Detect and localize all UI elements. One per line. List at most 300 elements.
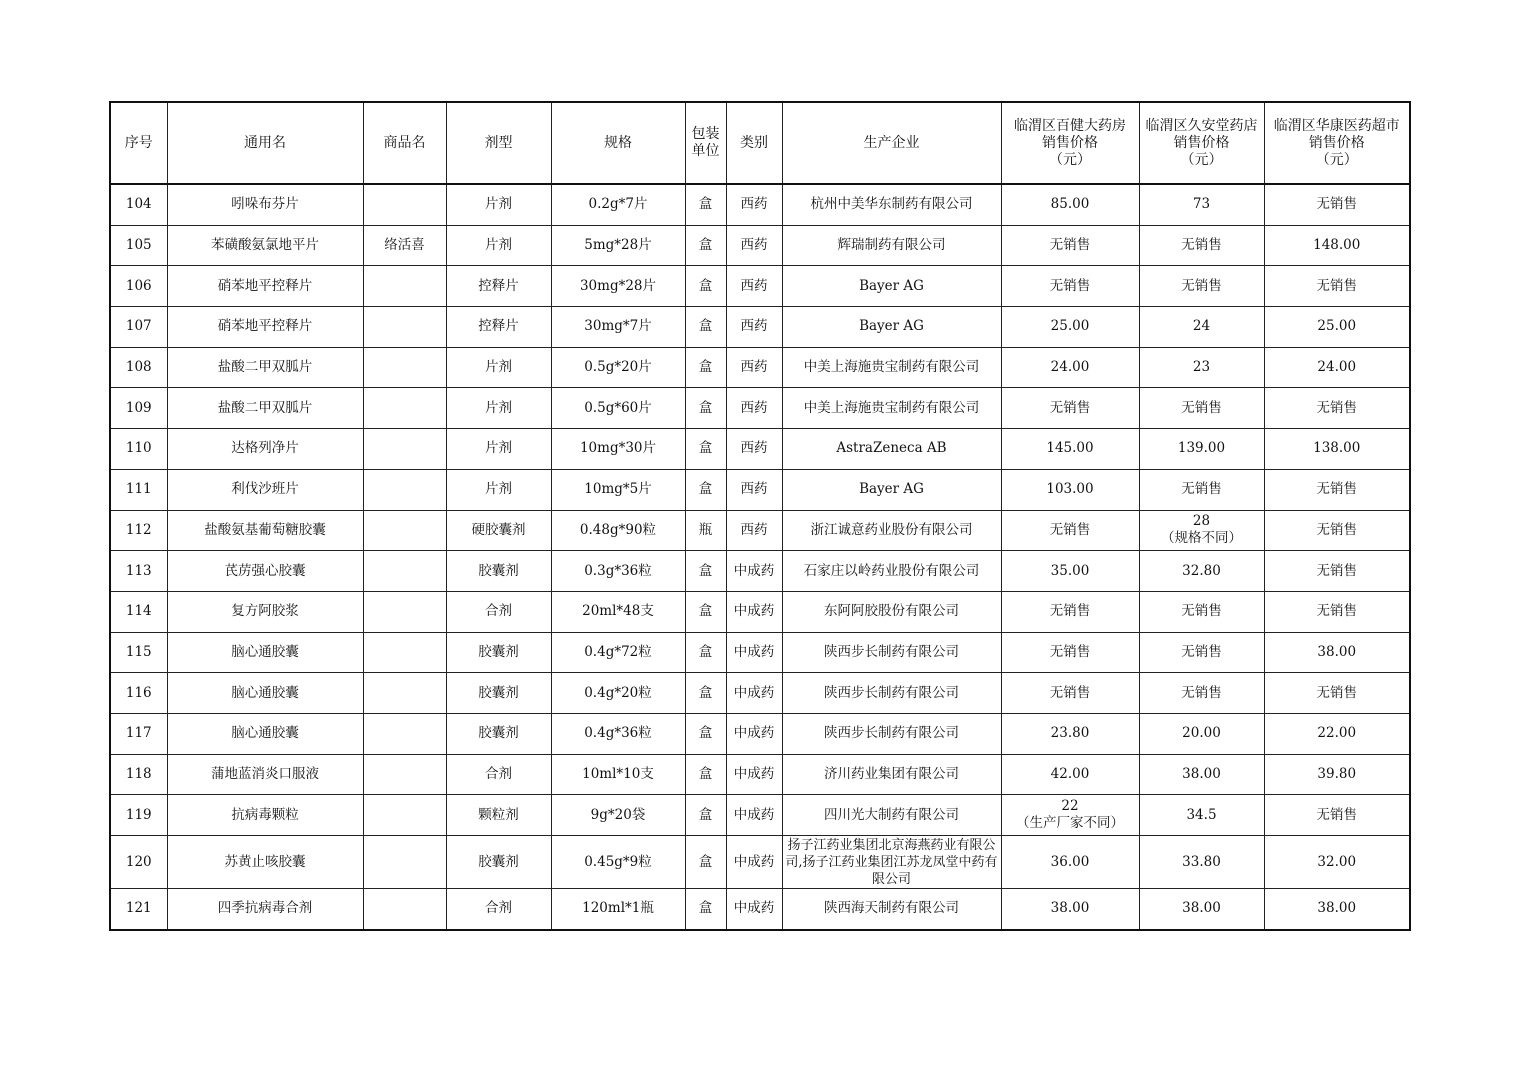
cell-manufacturer: [782, 347, 1001, 388]
cell-spec-text: 0.3g*36粒: [584, 562, 652, 579]
cell-seq: [110, 889, 167, 930]
cell-manufacturer: [782, 591, 1001, 632]
cell-dosage-form: [446, 510, 551, 551]
cell-category-text: 西药: [740, 481, 768, 498]
cell-seq-text: 112: [125, 521, 152, 538]
cell-seq-text: 121: [125, 900, 152, 917]
cell-manufacturer-text: 东阿阿胶股份有限公司: [824, 603, 959, 620]
cell-package-unit-text: 盒: [698, 481, 713, 498]
cell-package-unit-text: 盒: [698, 318, 713, 335]
cell-price-jiuantang-text: 28: [1192, 513, 1211, 530]
cell-manufacturer-text: 中美上海施贵宝制药有限公司: [803, 359, 980, 376]
cell-seq: [110, 754, 167, 795]
cell-price-huakang: [1264, 551, 1410, 592]
cell-spec: [551, 184, 685, 225]
cell-generic-name: [167, 713, 363, 754]
cell-price-baijian: [1001, 754, 1139, 795]
cell-price-jiuantang-text: 无销售: [1181, 237, 1222, 254]
cell-price-jiuantang: [1139, 347, 1264, 388]
cell-dosage-form: [446, 225, 551, 266]
cell-package-unit: [685, 632, 726, 673]
header-line: 销售价格: [1042, 134, 1098, 151]
table-row: [110, 429, 1410, 470]
table-row: [110, 673, 1410, 714]
cell-package-unit: [685, 347, 726, 388]
cell-category: [726, 225, 782, 266]
cell-seq-text: 104: [125, 196, 152, 213]
cell-package-unit-text: 盒: [698, 359, 713, 376]
cell-manufacturer-text: Bayer AG: [859, 318, 924, 335]
cell-seq-text: 109: [125, 399, 152, 416]
cell-spec-text: 0.2g*7片: [588, 196, 648, 213]
cell-manufacturer-text: 杭州中美华东制药有限公司: [810, 196, 973, 213]
cell-price-huakang-text: 无销售: [1316, 806, 1357, 823]
price-note: （生产厂家不同）: [1016, 815, 1124, 832]
cell-generic-name-text: 盐酸二甲双胍片: [217, 359, 313, 376]
cell-dosage-form: [446, 347, 551, 388]
cell-brand-name: [363, 388, 446, 429]
cell-price-baijian: [1001, 673, 1139, 714]
header-dosage-form: 剂型: [446, 102, 551, 184]
cell-category-text: 中成药: [733, 806, 775, 823]
cell-dosage-form: [446, 469, 551, 510]
cell-price-huakang-text: 24.00: [1317, 359, 1357, 376]
cell-spec-text: 5mg*28片: [584, 237, 652, 254]
cell-price-jiuantang-text: 无销售: [1181, 603, 1222, 620]
cell-price-baijian: [1001, 307, 1139, 348]
cell-manufacturer: [782, 184, 1001, 225]
cell-category-text: 中成药: [733, 853, 775, 870]
cell-price-huakang-text: 38.00: [1317, 643, 1357, 660]
cell-dosage-form-text: 控释片: [478, 318, 519, 335]
cell-price-baijian: [1001, 388, 1139, 429]
cell-price-jiuantang-text: 73: [1192, 196, 1211, 213]
table-row: [110, 307, 1410, 348]
cell-spec-text: 0.4g*36粒: [584, 725, 652, 742]
cell-package-unit: [685, 551, 726, 592]
cell-seq: [110, 632, 167, 673]
header-generic-name: 通用名: [167, 102, 363, 184]
cell-price-jiuantang: [1139, 551, 1264, 592]
header-line: （元）: [1180, 151, 1223, 168]
cell-package-unit-text: 盒: [698, 684, 713, 701]
header-brand-name: 商品名: [363, 102, 446, 184]
header-line: （元）: [1315, 151, 1358, 168]
cell-price-huakang-text: 无销售: [1316, 399, 1357, 416]
cell-price-huakang-text: 无销售: [1316, 277, 1357, 294]
cell-category: [726, 713, 782, 754]
cell-seq: [110, 673, 167, 714]
cell-price-baijian: [1001, 266, 1139, 307]
cell-brand-name: [363, 836, 446, 889]
cell-manufacturer: [782, 673, 1001, 714]
cell-price-huakang: [1264, 713, 1410, 754]
cell-price-huakang: [1264, 673, 1410, 714]
cell-seq: [110, 388, 167, 429]
cell-price-huakang: [1264, 469, 1410, 510]
cell-price-huakang-text: 无销售: [1316, 481, 1357, 498]
cell-package-unit-text: 盒: [698, 725, 713, 742]
cell-spec-text: 0.4g*72粒: [584, 643, 652, 660]
cell-generic-name-text: 抗病毒颗粒: [231, 806, 299, 823]
cell-dosage-form-text: 胶囊剂: [478, 562, 519, 579]
cell-price-jiuantang-text: 20.00: [1182, 725, 1221, 742]
cell-category: [726, 673, 782, 714]
cell-price-jiuantang: [1139, 754, 1264, 795]
cell-generic-name-text: 脑心通胶囊: [231, 684, 299, 701]
cell-spec: [551, 469, 685, 510]
cell-price-huakang: [1264, 225, 1410, 266]
cell-price-baijian-text: 24.00: [1050, 359, 1090, 376]
table-row: [110, 713, 1410, 754]
cell-manufacturer-text: 浙江诚意药业股份有限公司: [810, 521, 973, 538]
cell-price-baijian-text: 无销售: [1049, 277, 1091, 294]
cell-spec-text: 120ml*1瓶: [582, 900, 654, 917]
cell-category-text: 西药: [740, 359, 768, 376]
cell-category-text: 中成药: [733, 765, 775, 782]
cell-price-huakang-text: 148.00: [1313, 237, 1361, 254]
cell-package-unit: [685, 307, 726, 348]
cell-price-baijian-text: 145.00: [1046, 440, 1094, 457]
cell-price-baijian-text: 103.00: [1046, 481, 1094, 498]
cell-spec-text: 0.45g*9粒: [584, 853, 652, 870]
cell-price-baijian: [1001, 347, 1139, 388]
cell-price-jiuantang-text: 23: [1192, 359, 1211, 376]
table-body: [110, 184, 1410, 930]
cell-generic-name: [167, 754, 363, 795]
cell-generic-name-text: 四季抗病毒合剂: [217, 900, 313, 917]
cell-seq: [110, 225, 167, 266]
cell-dosage-form-text: 胶囊剂: [478, 643, 519, 660]
cell-package-unit: [685, 836, 726, 889]
cell-spec-text: 10mg*5片: [584, 481, 652, 498]
cell-price-huakang: [1264, 591, 1410, 632]
header-package-unit: [685, 102, 726, 184]
cell-generic-name-text: 硝苯地平控释片: [217, 318, 313, 335]
header-price-jiuantang: [1139, 102, 1264, 184]
cell-manufacturer-text: 陕西步长制药有限公司: [824, 643, 959, 660]
price-table: [109, 101, 1411, 931]
cell-price-jiuantang: [1139, 225, 1264, 266]
cell-dosage-form: [446, 754, 551, 795]
cell-generic-name-text: 芪苈强心胶囊: [224, 562, 306, 579]
cell-price-huakang-text: 无销售: [1316, 196, 1357, 213]
cell-seq-text: 119: [125, 806, 152, 823]
cell-price-huakang: [1264, 266, 1410, 307]
cell-spec-text: 10mg*30片: [579, 440, 657, 457]
table-row: [110, 591, 1410, 632]
cell-spec-text: 0.5g*20片: [584, 359, 652, 376]
cell-price-huakang-text: 无销售: [1316, 684, 1357, 701]
cell-seq: [110, 551, 167, 592]
cell-package-unit-text: 盒: [698, 806, 713, 823]
cell-package-unit: [685, 754, 726, 795]
cell-category-text: 中成药: [733, 603, 775, 620]
cell-spec: [551, 632, 685, 673]
cell-seq: [110, 347, 167, 388]
cell-manufacturer-text: 陕西步长制药有限公司: [824, 684, 959, 701]
cell-seq: [110, 795, 167, 836]
cell-spec: [551, 591, 685, 632]
cell-price-huakang: [1264, 754, 1410, 795]
cell-price-jiuantang-text: 无销售: [1181, 684, 1222, 701]
cell-brand-name: [363, 632, 446, 673]
header-price-huakang: [1264, 102, 1410, 184]
cell-price-huakang-text: 39.80: [1317, 765, 1357, 782]
cell-dosage-form-text: 胶囊剂: [478, 684, 519, 701]
cell-dosage-form: [446, 388, 551, 429]
cell-package-unit: [685, 713, 726, 754]
cell-package-unit: [685, 673, 726, 714]
cell-price-huakang-text: 25.00: [1317, 318, 1357, 335]
cell-dosage-form-text: 片剂: [485, 440, 512, 457]
cell-dosage-form-text: 片剂: [485, 237, 512, 254]
cell-brand-name: [363, 184, 446, 225]
cell-category-text: 西药: [740, 521, 768, 538]
cell-package-unit-text: 瓶: [698, 521, 713, 538]
cell-dosage-form: [446, 551, 551, 592]
cell-price-huakang: [1264, 184, 1410, 225]
cell-seq: [110, 429, 167, 470]
cell-spec: [551, 754, 685, 795]
header-line: 单位: [691, 143, 720, 159]
header-line: 临渭区久安堂药店: [1145, 117, 1258, 134]
cell-category: [726, 836, 782, 889]
cell-category: [726, 591, 782, 632]
cell-price-baijian: [1001, 836, 1139, 889]
cell-manufacturer: [782, 713, 1001, 754]
cell-price-baijian-text: 25.00: [1050, 318, 1090, 335]
cell-seq: [110, 510, 167, 551]
cell-price-jiuantang: [1139, 591, 1264, 632]
cell-price-jiuantang: [1139, 632, 1264, 673]
cell-spec: [551, 307, 685, 348]
cell-generic-name: [167, 347, 363, 388]
table-row: [110, 795, 1410, 836]
cell-spec: [551, 795, 685, 836]
cell-dosage-form: [446, 266, 551, 307]
cell-manufacturer-text: 辉瑞制药有限公司: [837, 237, 946, 254]
header-line: 销售价格: [1173, 134, 1230, 151]
cell-category: [726, 795, 782, 836]
header-category: 类别: [726, 102, 782, 184]
cell-dosage-form: [446, 795, 551, 836]
cell-generic-name: [167, 795, 363, 836]
cell-dosage-form-text: 胶囊剂: [478, 725, 519, 742]
cell-generic-name: [167, 889, 363, 930]
cell-price-baijian-text: 无销售: [1049, 521, 1091, 538]
cell-package-unit: [685, 510, 726, 551]
cell-dosage-form-text: 硬胶囊剂: [471, 521, 526, 538]
cell-manufacturer-text: 四川光大制药有限公司: [824, 806, 959, 823]
cell-dosage-form: [446, 429, 551, 470]
cell-package-unit: [685, 469, 726, 510]
cell-price-jiuantang-text: 38.00: [1182, 900, 1221, 917]
cell-dosage-form-text: 合剂: [485, 900, 512, 917]
cell-package-unit: [685, 429, 726, 470]
cell-price-baijian-text: 22: [1061, 798, 1079, 815]
cell-price-baijian-text: 85.00: [1050, 196, 1090, 213]
cell-dosage-form-text: 片剂: [485, 481, 512, 498]
cell-package-unit: [685, 889, 726, 930]
cell-category: [726, 347, 782, 388]
cell-dosage-form: [446, 591, 551, 632]
cell-spec: [551, 388, 685, 429]
header-line: 包装: [691, 126, 720, 142]
cell-brand-name: [363, 673, 446, 714]
cell-price-huakang-text: 32.00: [1317, 853, 1357, 870]
header-spec: 规格: [551, 102, 685, 184]
cell-generic-name: [167, 388, 363, 429]
cell-generic-name-text: 盐酸二甲双胍片: [217, 399, 313, 416]
cell-price-huakang-text: 无销售: [1316, 603, 1357, 620]
cell-package-unit: [685, 795, 726, 836]
cell-spec: [551, 510, 685, 551]
cell-price-baijian-text: 36.00: [1050, 853, 1090, 870]
cell-price-huakang: [1264, 889, 1410, 930]
cell-generic-name: [167, 591, 363, 632]
cell-seq-text: 116: [125, 684, 152, 701]
cell-generic-name: [167, 836, 363, 889]
cell-generic-name: [167, 266, 363, 307]
cell-price-baijian: [1001, 591, 1139, 632]
header-line: 临渭区百健大药房: [1014, 117, 1126, 134]
cell-price-baijian-text: 无销售: [1049, 603, 1091, 620]
cell-category-text: 中成药: [733, 900, 775, 917]
cell-dosage-form: [446, 632, 551, 673]
cell-seq-text: 110: [125, 440, 152, 457]
cell-generic-name-text: 脑心通胶囊: [231, 643, 299, 660]
cell-generic-name: [167, 429, 363, 470]
cell-brand-name: [363, 307, 446, 348]
cell-brand-name: [363, 266, 446, 307]
cell-price-baijian-text: 无销售: [1049, 237, 1091, 254]
cell-brand-name: [363, 591, 446, 632]
cell-generic-name-text: 吲哚布芬片: [231, 196, 299, 213]
cell-package-unit: [685, 388, 726, 429]
cell-price-jiuantang-text: 38.00: [1182, 765, 1221, 782]
cell-dosage-form: [446, 307, 551, 348]
cell-generic-name: [167, 469, 363, 510]
cell-brand-name: [363, 429, 446, 470]
cell-category-text: 中成药: [733, 562, 775, 579]
cell-spec: [551, 266, 685, 307]
cell-price-jiuantang-text: 无销售: [1181, 481, 1222, 498]
cell-package-unit-text: 盒: [698, 643, 713, 660]
cell-price-baijian: [1001, 551, 1139, 592]
cell-package-unit: [685, 266, 726, 307]
cell-price-huakang: [1264, 510, 1410, 551]
cell-seq-text: 113: [125, 562, 152, 579]
cell-manufacturer: [782, 889, 1001, 930]
cell-generic-name: [167, 184, 363, 225]
cell-price-huakang-text: 无销售: [1316, 562, 1357, 579]
cell-dosage-form: [446, 713, 551, 754]
cell-manufacturer-text: 济川药业集团有限公司: [824, 765, 959, 782]
table-row: [110, 551, 1410, 592]
cell-price-jiuantang: [1139, 673, 1264, 714]
cell-brand-name-text: 络活喜: [384, 237, 425, 254]
cell-spec-text: 9g*20袋: [590, 806, 646, 823]
cell-dosage-form-text: 颗粒剂: [478, 806, 519, 823]
cell-price-jiuantang: [1139, 889, 1264, 930]
cell-package-unit-text: 盒: [698, 277, 713, 294]
cell-generic-name: [167, 510, 363, 551]
cell-package-unit-text: 盒: [698, 196, 713, 213]
cell-price-jiuantang-text: 32.80: [1182, 562, 1221, 579]
cell-spec: [551, 713, 685, 754]
cell-dosage-form-text: 片剂: [485, 196, 512, 213]
cell-generic-name-text: 苯磺酸氨氯地平片: [211, 237, 319, 254]
cell-price-jiuantang-text: 139.00: [1177, 440, 1226, 457]
table-row: [110, 388, 1410, 429]
cell-brand-name: [363, 889, 446, 930]
cell-package-unit: [685, 591, 726, 632]
cell-spec-text: 30mg*28片: [579, 277, 657, 294]
cell-price-baijian: [1001, 713, 1139, 754]
cell-manufacturer-text: 陕西海天制药有限公司: [824, 900, 959, 917]
cell-price-baijian: [1001, 510, 1139, 551]
cell-price-jiuantang: [1139, 510, 1264, 551]
cell-category: [726, 510, 782, 551]
cell-seq-text: 108: [125, 359, 152, 376]
cell-seq-text: 105: [125, 237, 152, 254]
cell-price-baijian: [1001, 184, 1139, 225]
cell-price-huakang: [1264, 429, 1410, 470]
table-row: [110, 469, 1410, 510]
cell-category-text: 西药: [740, 277, 768, 294]
cell-price-baijian-text: 38.00: [1050, 900, 1090, 917]
cell-generic-name-text: 脑心通胶囊: [231, 725, 299, 742]
cell-spec-text: 30mg*7片: [584, 318, 652, 335]
cell-dosage-form-text: 合剂: [485, 603, 512, 620]
table-row: [110, 836, 1410, 889]
cell-price-jiuantang-text: 无销售: [1181, 643, 1222, 660]
cell-category: [726, 307, 782, 348]
cell-generic-name: [167, 673, 363, 714]
cell-price-baijian: [1001, 795, 1139, 836]
cell-package-unit-text: 盒: [698, 853, 713, 870]
cell-spec-text: 0.48g*90粒: [579, 521, 657, 538]
cell-price-jiuantang: [1139, 836, 1264, 889]
cell-seq-text: 115: [125, 643, 152, 660]
cell-generic-name: [167, 307, 363, 348]
cell-brand-name: [363, 551, 446, 592]
cell-manufacturer-text: 扬子江药业集团北京海燕药业有限公司,扬子江药业集团江苏龙凤堂中药有限公司: [785, 837, 998, 887]
cell-price-baijian-text: 42.00: [1050, 765, 1090, 782]
cell-seq: [110, 307, 167, 348]
cell-category: [726, 388, 782, 429]
cell-price-baijian: [1001, 632, 1139, 673]
cell-price-huakang: [1264, 307, 1410, 348]
table-row: [110, 184, 1410, 225]
cell-category-text: 西药: [740, 237, 768, 254]
cell-generic-name: [167, 225, 363, 266]
table-row: [110, 347, 1410, 388]
cell-dosage-form: [446, 889, 551, 930]
cell-package-unit-text: 盒: [698, 399, 713, 416]
cell-spec: [551, 225, 685, 266]
header-line: 临渭区华康医药超市: [1273, 117, 1400, 134]
cell-price-jiuantang: [1139, 469, 1264, 510]
cell-price-jiuantang: [1139, 307, 1264, 348]
cell-package-unit-text: 盒: [698, 603, 713, 620]
cell-manufacturer-text: 中美上海施贵宝制药有限公司: [803, 399, 980, 416]
cell-category-text: 西药: [740, 399, 768, 416]
cell-category: [726, 632, 782, 673]
cell-price-baijian-text: 无销售: [1049, 399, 1091, 416]
table-row: [110, 266, 1410, 307]
